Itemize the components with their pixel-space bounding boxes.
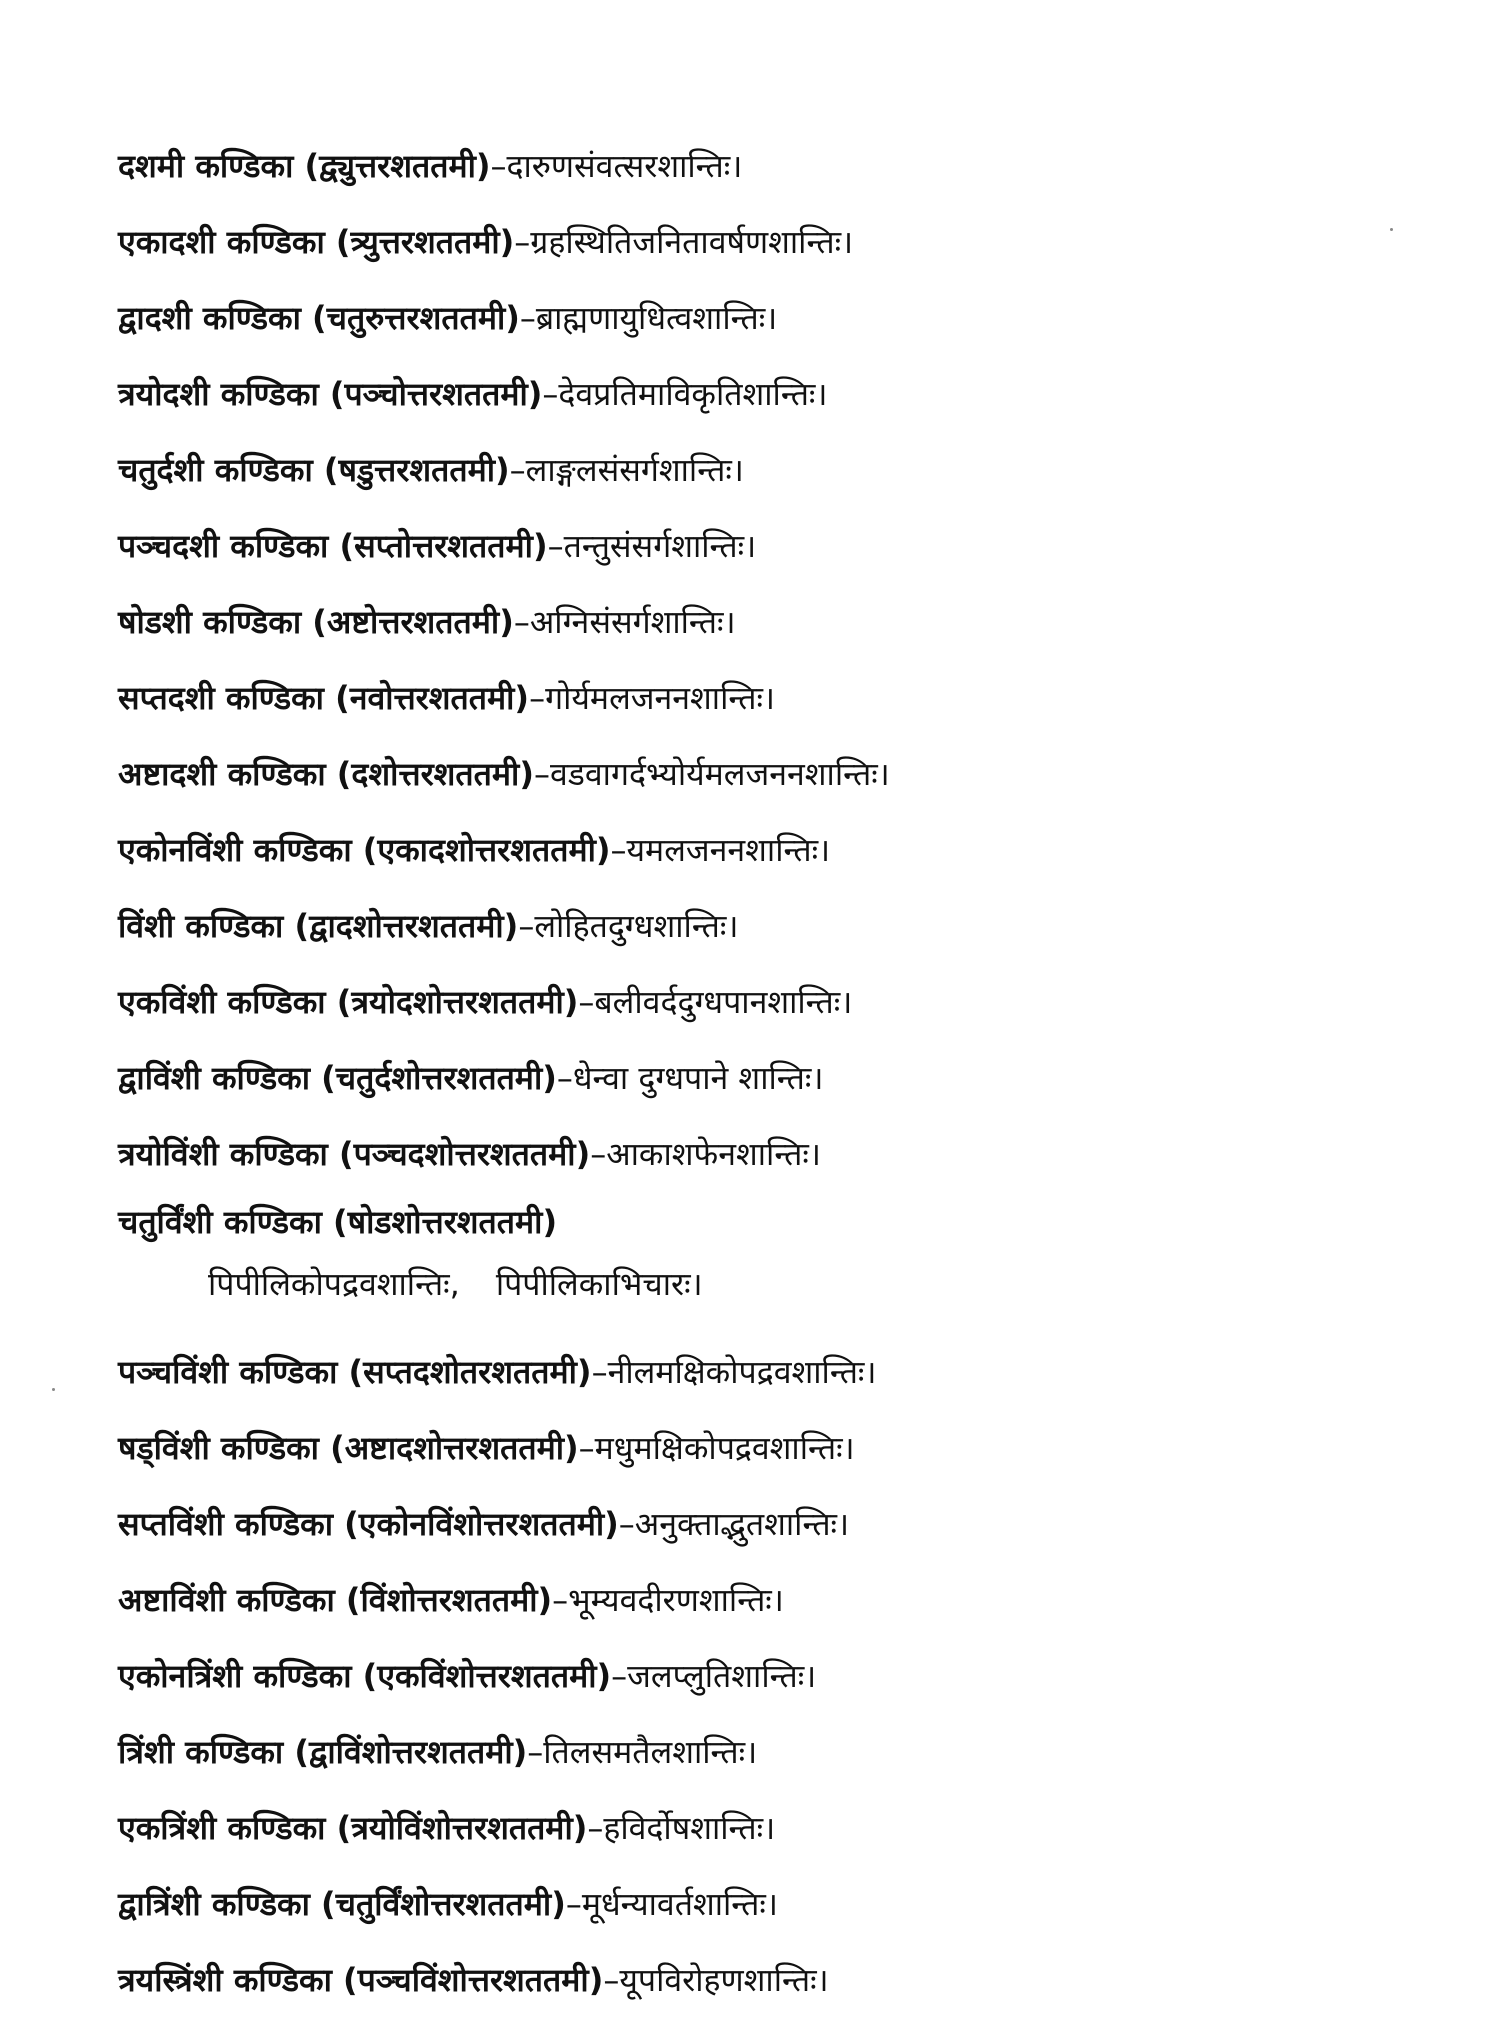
list-item: [118, 1486, 1458, 1562]
kandika-heading: एकत्रिंशी कण्डिका (त्रयोविंशोत्तरशततमी): [118, 1809, 588, 1847]
kandika-description: –ग्रहस्थितिजनितावर्षणशान्तिः।: [514, 223, 854, 261]
kandika-heading: एकोनत्रिंशी कण्डिका (एकविंशोत्तरशततमी): [118, 1657, 612, 1695]
kandika-description: –देवप्रतिमाविकृतिशान्तिः।: [542, 375, 828, 413]
kandika-heading: अष्टाविंशी कण्डिका (विंशोत्तरशततमी): [118, 1581, 553, 1619]
kandika-heading: त्रयोदशी कण्डिका (पञ्चोत्तरशततमी): [118, 375, 543, 413]
kandika-heading: अष्टादशी कण्डिका (दशोत्तरशततमी): [118, 755, 534, 793]
list-item: [118, 356, 1458, 432]
kandika-description: –धेन्वा दुग्धपाने शान्तिः।: [556, 1059, 824, 1097]
scan-speck: [1390, 228, 1393, 231]
list-item: [118, 964, 1458, 1040]
list-item-multiline: [118, 1192, 1458, 1334]
kandika-description: –वडवागर्दभ्योर्यमलजननशान्तिः।: [533, 755, 890, 793]
list-item: [118, 1410, 1458, 1486]
kandika-heading: सप्तविंशी कण्डिका (एकोनविंशोत्तरशततमी): [118, 1505, 619, 1543]
list-item: [118, 1866, 1458, 1942]
kandika-description: –अग्निसंसर्गशान्तिः।: [513, 603, 736, 641]
kandika-heading-line: [118, 1192, 557, 1252]
kandika-description: –ब्राह्मणायुधित्वशान्तिः।: [519, 299, 778, 337]
kandika-heading: दशमी कण्डिका (द्व्युत्तरशततमी): [118, 147, 491, 185]
kandika-description: –मधुमक्षिकोपद्रवशान्तिः।: [578, 1429, 855, 1467]
kandika-heading: षोडशी कण्डिका (अष्टोत्तरशततमी): [118, 603, 514, 641]
kandika-heading: षड्विंशी कण्डिका (अष्टादशोत्तरशततमी): [118, 1429, 579, 1467]
list-item: [118, 1638, 1458, 1714]
kandika-heading: द्वात्रिंशी कण्डिका (चतुर्विंशोत्तरशततमी): [118, 1885, 566, 1923]
kandika-description: –भूम्यवदीरणशान्तिः।: [552, 1581, 784, 1619]
kandika-description: –मूर्धन्यावर्तशान्तिः।: [565, 1885, 778, 1923]
list-item: [118, 1562, 1458, 1638]
kandika-heading: पञ्चदशी कण्डिका (सप्तोत्तरशततमी): [118, 527, 548, 565]
list-item: [118, 1790, 1458, 1866]
kandika-description-line: [118, 1252, 703, 1316]
list-item: [118, 1334, 1458, 1410]
kandika-heading: विंशी कण्डिका (द्वादशोत्तरशततमी): [118, 907, 519, 945]
list-item: [118, 1040, 1458, 1116]
list-item: [118, 1116, 1458, 1192]
kandika-description: –नीलमक्षिकोपद्रवशान्तिः।: [591, 1353, 877, 1391]
list-item: [118, 660, 1458, 736]
kandika-list: [118, 128, 1458, 2018]
kandika-description: –आकाशफेनशान्तिः।: [590, 1135, 822, 1173]
list-item: [118, 128, 1458, 204]
kandika-heading: पञ्चविंशी कण्डिका (सप्तदशोतरशततमी): [118, 1353, 592, 1391]
kandika-heading: एकादशी कण्डिका (त्र्युत्तरशततमी): [118, 223, 515, 261]
kandika-heading: त्रिंशी कण्डिका (द्वाविंशोत्तरशततमी): [118, 1733, 528, 1771]
list-item: [118, 508, 1458, 584]
kandika-description: –गोर्यमलजननशान्तिः।: [529, 679, 776, 717]
kandika-description: –अनुक्ताद्भुतशान्तिः।: [618, 1505, 850, 1543]
kandika-description: –लाङ्गलसंसर्गशान्तिः।: [509, 451, 744, 489]
list-item: [118, 204, 1458, 280]
scan-speck: [52, 1388, 55, 1391]
kandika-description: –यूपविरोहणशान्तिः।: [603, 1961, 829, 1999]
list-item: [118, 1942, 1458, 2018]
kandika-heading: चतुर्विंशी कण्डिका (षोडशोत्तरशततमी): [118, 1203, 558, 1241]
kandika-heading: द्वादशी कण्डिका (चतुरुत्तरशततमी): [118, 299, 520, 337]
kandika-description: –दारुणसंवत्सरशान्तिः।: [490, 147, 743, 185]
kandika-heading: एकोनविंशी कण्डिका (एकादशोत्तरशततमी): [118, 831, 611, 869]
list-item: [118, 888, 1458, 964]
kandika-heading: त्रयस्त्रिंशी कण्डिका (पञ्चविंशोत्तरशततमी): [118, 1961, 604, 1999]
kandika-heading: एकविंशी कण्डिका (त्रयोदशोत्तरशततमी): [118, 983, 579, 1021]
list-item: [118, 812, 1458, 888]
list-item: [118, 280, 1458, 356]
kandika-description-b: पिपीलिकाभिचारः।: [495, 1265, 703, 1303]
list-item: [118, 736, 1458, 812]
kandika-heading: चतुर्दशी कण्डिका (षडुत्तरशततमी): [118, 451, 510, 489]
kandika-description: –यमलजननशान्तिः।: [610, 831, 831, 869]
kandika-description: –लोहितदुग्धशान्तिः।: [518, 907, 739, 945]
kandika-heading: त्रयोविंशी कण्डिका (पञ्चदशोत्तरशततमी): [118, 1135, 591, 1173]
kandika-description: –बलीवर्ददुग्धपानशान्तिः।: [578, 983, 853, 1021]
kandika-description-a: पिपीलिकोपद्रवशान्तिः,: [208, 1265, 460, 1303]
kandika-heading: द्वाविंशी कण्डिका (चतुर्दशोत्तरशततमी): [118, 1059, 557, 1097]
kandika-description: –तिलसमतैलशान्तिः।: [527, 1733, 758, 1771]
list-item: [118, 584, 1458, 660]
kandika-heading: सप्तदशी कण्डिका (नवोत्तरशततमी): [118, 679, 530, 717]
list-item: [118, 1714, 1458, 1790]
kandika-description: –जलप्लुतिशान्तिः।: [611, 1657, 817, 1695]
kandika-description: –हविर्दोषशान्तिः।: [587, 1809, 776, 1847]
kandika-description: –तन्तुसंसर्गशान्तिः।: [547, 527, 757, 565]
list-item: [118, 432, 1458, 508]
